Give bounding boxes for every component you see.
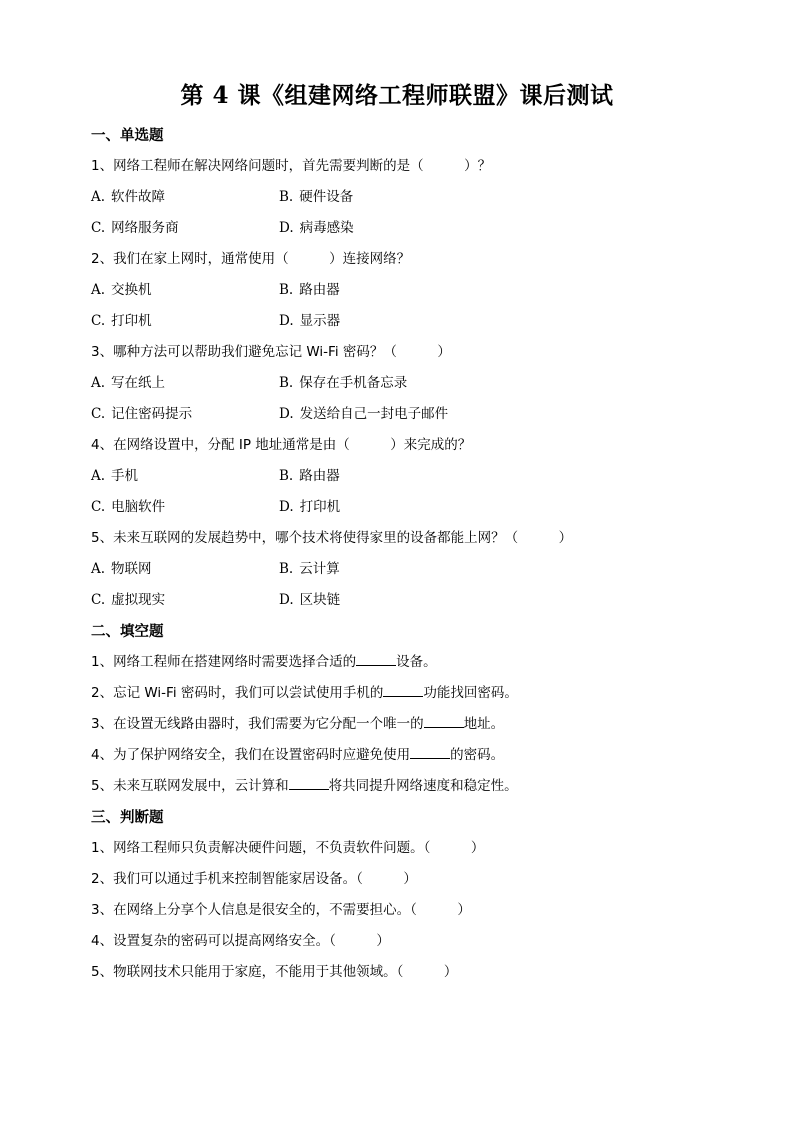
true-false-question: 1、网络工程师只负责解决硬件问题，不负责软件问题。（ ） bbox=[91, 840, 485, 856]
section-heading-true-false: 三、判断题 bbox=[91, 809, 164, 826]
question-stem: 2、我们在家上网时，通常使用（ ）连接网络？ bbox=[91, 251, 411, 267]
answer-blank bbox=[383, 682, 423, 697]
option-d: D. 打印机 bbox=[279, 499, 341, 515]
question-stem: 3、哪种方法可以帮助我们避免忘记 Wi-Fi 密码？（ ） bbox=[91, 344, 451, 360]
answer-blank bbox=[289, 775, 329, 790]
true-false-question: 4、设置复杂的密码可以提高网络安全。（ ） bbox=[91, 933, 390, 949]
section-heading-single-choice: 一、单选题 bbox=[91, 127, 164, 144]
options-row bbox=[91, 368, 731, 399]
question-block bbox=[91, 337, 731, 430]
option-a: A. 手机 bbox=[91, 468, 139, 484]
option-b: B. 保存在手机备忘录 bbox=[279, 375, 408, 391]
option-a: A. 写在纸上 bbox=[91, 375, 166, 391]
options-row bbox=[91, 306, 731, 337]
section-heading-fill-blank: 二、填空题 bbox=[91, 623, 164, 640]
question-block bbox=[91, 244, 731, 337]
option-d: D. 发送给自己一封电子邮件 bbox=[279, 406, 449, 422]
fill-blank-question: 3、在设置无线路由器时，我们需要为它分配一个唯一的 地址。 bbox=[91, 709, 731, 740]
option-c: C. 电脑软件 bbox=[91, 499, 166, 515]
fill-blank-question: 4、为了保护网络安全，我们在设置密码时应避免使用 的密码。 bbox=[91, 740, 731, 771]
option-a: A. 软件故障 bbox=[91, 189, 166, 205]
option-a: A. 物联网 bbox=[91, 561, 152, 577]
document-title: 第 4 课《组建网络工程师联盟》课后测试 bbox=[180, 82, 614, 109]
option-b: B. 硬件设备 bbox=[279, 189, 354, 205]
options-row bbox=[91, 492, 731, 523]
options-row bbox=[91, 275, 731, 306]
option-b: B. 云计算 bbox=[279, 561, 340, 577]
document-content bbox=[91, 120, 731, 988]
option-a: A. 交换机 bbox=[91, 282, 152, 298]
question-block bbox=[91, 151, 731, 244]
true-false-question: 3、在网络上分享个人信息是很安全的，不需要担心。（ ） bbox=[91, 902, 471, 918]
option-b: B. 路由器 bbox=[279, 468, 340, 484]
option-c: C. 网络服务商 bbox=[91, 220, 179, 236]
option-c: C. 记住密码提示 bbox=[91, 406, 193, 422]
fill-blank-question: 1、网络工程师在搭建网络时需要选择合适的 设备。 bbox=[91, 647, 731, 678]
options-row bbox=[91, 399, 731, 430]
question-stem: 1、网络工程师在解决网络问题时，首先需要判断的是（ ）？ bbox=[91, 158, 492, 174]
options-row bbox=[91, 461, 731, 492]
answer-blank bbox=[356, 651, 396, 666]
true-false-question: 2、我们可以通过手机来控制智能家居设备。（ ） bbox=[91, 871, 417, 887]
options-row bbox=[91, 213, 731, 244]
option-d: D. 显示器 bbox=[279, 313, 341, 329]
options-row bbox=[91, 182, 731, 213]
option-c: C. 打印机 bbox=[91, 313, 152, 329]
question-stem: 5、未来互联网的发展趋势中，哪个技术将使得家里的设备都能上网？（ ） bbox=[91, 530, 573, 546]
option-b: B. 路由器 bbox=[279, 282, 340, 298]
options-row bbox=[91, 554, 731, 585]
option-c: C. 虚拟现实 bbox=[91, 592, 166, 608]
answer-blank bbox=[410, 744, 450, 759]
question-block bbox=[91, 523, 731, 616]
question-block bbox=[91, 430, 731, 523]
true-false-question: 5、物联网技术只能用于家庭，不能用于其他领域。（ ） bbox=[91, 964, 458, 980]
answer-blank bbox=[424, 713, 464, 728]
question-stem: 4、在网络设置中，分配 IP 地址通常是由（ ）来完成的？ bbox=[91, 437, 472, 453]
option-d: D. 区块链 bbox=[279, 592, 341, 608]
fill-blank-question: 5、未来互联网发展中，云计算和 将共同提升网络速度和稳定性。 bbox=[91, 771, 731, 802]
options-row bbox=[91, 585, 731, 616]
fill-blank-question: 2、忘记 Wi-Fi 密码时，我们可以尝试使用手机的 功能找回密码。 bbox=[91, 678, 731, 709]
option-d: D. 病毒感染 bbox=[279, 220, 354, 236]
